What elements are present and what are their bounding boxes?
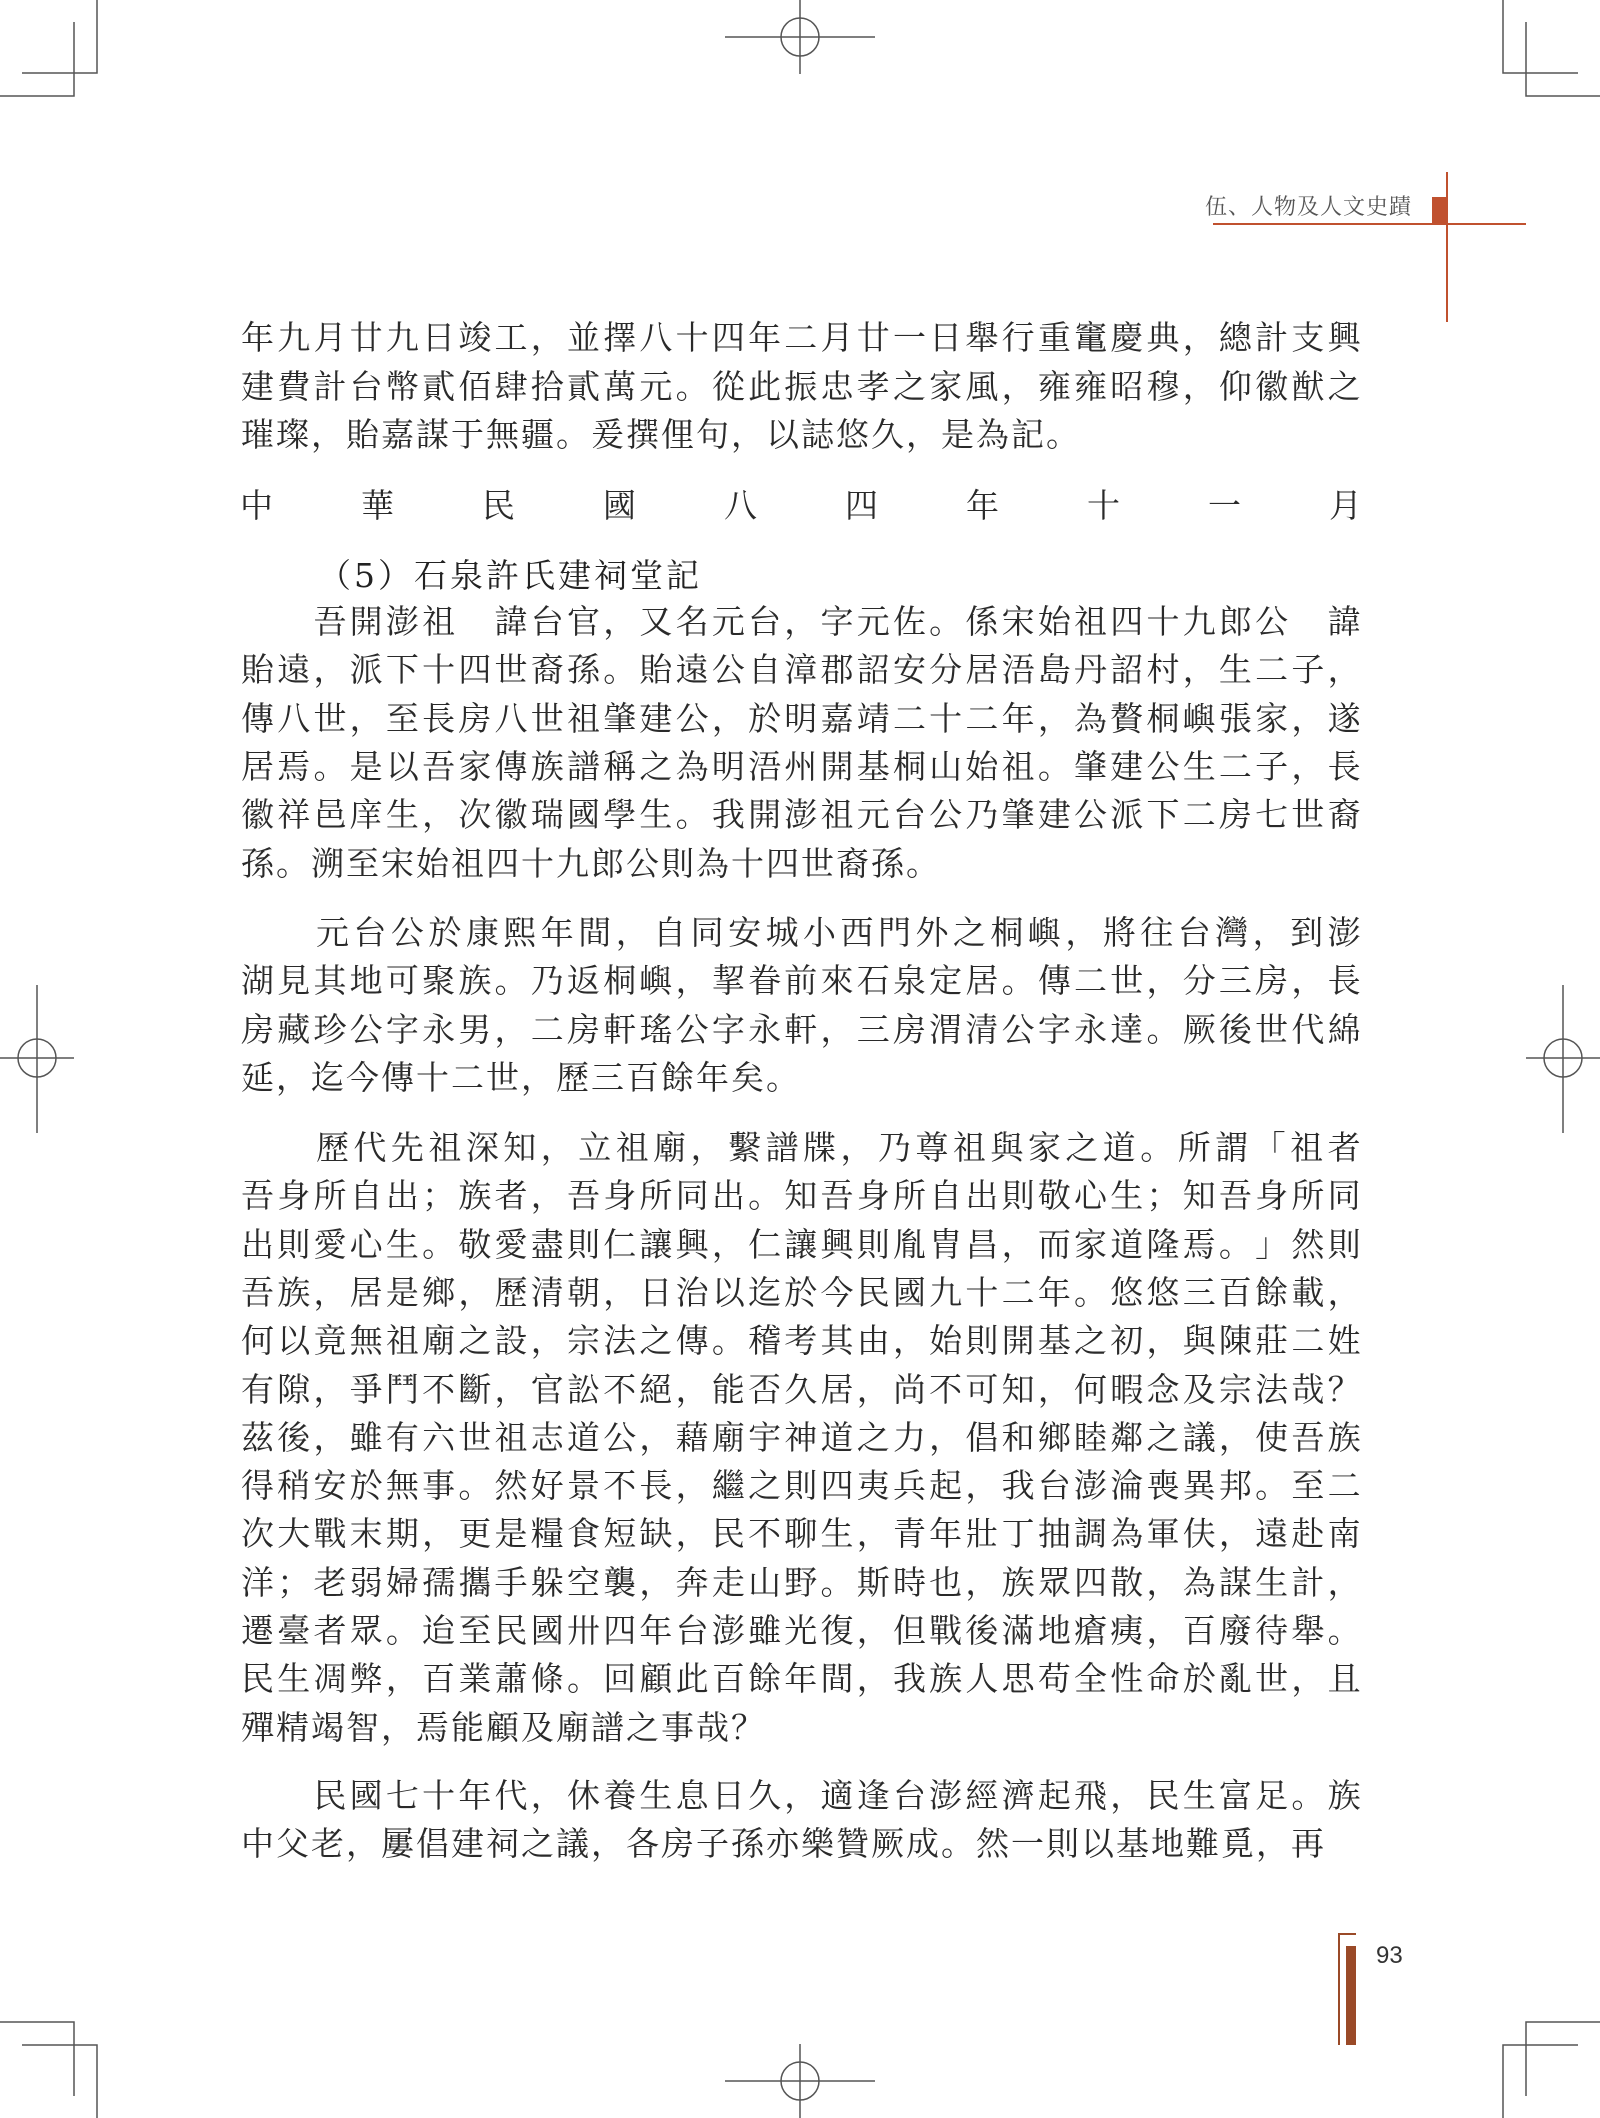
running-header-title: 伍、人物及人文史蹟: [1205, 195, 1413, 220]
text-line: 年 九 月 廿 九 日 竣 工 ， 並 擇 八 十 四 年 二 月 廿 一 日 舉 行 重 竃 慶 典 ， 總 計 支 興: [241, 318, 1361, 357]
section-heading: （5）石泉許氏建祠堂記: [318, 556, 702, 595]
text-line: 貽 遠 ， 派 下 十 四 世 裔 孫 。 貽 遠 公 自 漳 郡 詔 安 分 居 浯 島 丹 詔 村 ， 生 二 子 ，: [241, 650, 1361, 690]
text-line: 吾 身 所 自 出 ； 族 者 ， 吾 身 所 同 出 。 知 吾 身 所 自 出 則 敬 心 生 ； 知 吾 身 所 同: [241, 1176, 1361, 1216]
registration-mark-left: [0, 985, 74, 1133]
text-line: 湖 見 其 地 可 聚 族 。 乃 返 桐 嶼 ， 挈 眷 前 來 石 泉 定 居 。 傳 二 世 ， 分 三 房 ， 長: [241, 961, 1361, 1001]
text-line: 居 焉 。 是 以 吾 家 傳 族 譜 稱 之 為 明 浯 州 開 基 桐 山 始 祖 。 肇 建 公 生 二 子 ， 長: [241, 746, 1361, 786]
text-line: 延 ， 迄 今 傳 十 二 世 ， 歷 三 百 餘 年 矣 。: [241, 1057, 799, 1097]
date-char: 民: [482, 486, 515, 525]
text-line: 何 以 竟 無 祖 廟 之 設 ， 宗 法 之 傳 。 稽 考 其 由 ， 始 則 開 基 之 初 ， 與 陳 莊 二 姓: [241, 1321, 1361, 1361]
text-line: 歷 代 先 祖 深 知 ， 立 祖 廟 ， 繫 譜 牒 ， 乃 尊 祖 與 家 之 道 。 所 謂 「 祖 者: [315, 1128, 1361, 1167]
date-char: 四: [845, 486, 878, 525]
date-char: 年: [966, 486, 999, 525]
date-char: 國: [603, 486, 636, 525]
text-line: 璀 璨 ， 貽 嘉 謀 于 無 疆 。 爰 撰 俚 句 ， 以 誌 悠 久 ， 是 為 記 。: [241, 415, 1079, 454]
date-line: [240, 480, 1362, 527]
text-line: 建 費 計 台 幣 貳 佰 肆 拾 貳 萬 元 。 從 此 振 忠 孝 之 家 風 ， 雍 雍 昭 穆 ， 仰 徽 猷 之: [241, 366, 1361, 406]
text-line: 傳 八 世 ， 至 長 房 八 世 祖 肇 建 公 ， 於 明 嘉 靖 二 十 二 年 ， 為 贅 桐 嶼 張 家 ， 遂: [241, 698, 1361, 738]
text-line: 中 父 老 ， 屢 倡 建 祠 之 議 ， 各 房 子 孫 亦 樂 贊 厥 成 。 然 一 則 以 基 地 難 覓 ， 再: [241, 1824, 1324, 1864]
text-line: 孫 。 溯 至 宋 始 祖 四 十 九 郎 公 則 為 十 四 世 裔 孫 。: [241, 843, 939, 883]
text-line: 吾 開 澎 祖 諱 台 官 ， 又 名 元 台 ， 字 元 佐 。 係 宋 始 祖 四 十 九 郎 公 諱: [313, 602, 1361, 641]
registration-mark-top: [725, 0, 875, 74]
text-line: 茲 後 ， 雖 有 六 世 祖 志 道 公 ， 藉 廟 宇 神 道 之 力 ， 倡 和 鄉 睦 鄰 之 議 ， 使 吾 族: [241, 1417, 1361, 1457]
page-number-ornament: [1339, 1934, 1356, 2045]
text-line: 民 生 凋 弊 ， 百 業 蕭 條 。 回 顧 此 百 餘 年 間 ， 我 族 人 思 苟 全 性 命 於 亂 世 ， 且: [241, 1659, 1361, 1699]
text-line: 徽 祥 邑 庠 生 ， 次 徽 瑞 國 學 生 。 我 開 澎 祖 元 台 公 乃 肇 建 公 派 下 二 房 七 世 裔: [241, 795, 1361, 835]
date-char: 一: [1208, 486, 1241, 525]
text-line: 出 則 愛 心 生 。 敬 愛 盡 則 仁 讓 興 ， 仁 讓 興 則 胤 胄 昌 ， 而 家 道 隆 焉 。 」 然 則: [241, 1224, 1361, 1264]
text-line: 吾 族 ， 居 是 鄉 ， 歷 清 朝 ， 日 治 以 迄 於 今 民 國 九 十 二 年 。 悠 悠 三 百 餘 載 ，: [241, 1272, 1361, 1312]
registration-mark-right: [1526, 985, 1600, 1133]
date-char: 月: [1329, 486, 1362, 525]
text-line: 有 隙 ， 爭 鬥 不 斷 ， 官 訟 不 絕 ， 能 否 久 居 ， 尚 不 可 知 ， 何 暇 念 及 宗 法 哉 ？: [241, 1369, 1361, 1409]
text-line: 洋 ； 老 弱 婦 孺 攜 手 躲 空 襲 ， 奔 走 山 野 。 斯 時 也 ， 族 眾 四 散 ， 為 謀 生 計 ，: [241, 1562, 1361, 1602]
text-line: 元 台 公 於 康 熙 年 間 ， 自 同 安 城 小 西 門 外 之 桐 嶼 ， 將 往 台 灣 ， 到 澎: [315, 913, 1361, 952]
text-line: 次 大 戰 末 期 ， 更 是 糧 食 短 缺 ， 民 不 聊 生 ， 青 年 壯 丁 抽 調 為 軍 伕 ， 遠 赴 南: [241, 1514, 1361, 1554]
text-line: 遷 臺 者 眾 。 迨 至 民 國 卅 四 年 台 澎 雖 光 復 ， 但 戰 後 滿 地 瘡 痍 ， 百 廢 待 舉 。: [241, 1611, 1361, 1650]
text-line: 殫 精 竭 智 ， 焉 能 顧 及 廟 譜 之 事 哉 ？: [241, 1707, 764, 1747]
text-line: 得 稍 安 於 無 事 。 然 好 景 不 長 ， 繼 之 則 四 夷 兵 起 ， 我 台 澎 淪 喪 異 邦 。 至 二: [241, 1466, 1361, 1506]
page-number: 93: [1376, 1942, 1403, 1969]
date-char: 八: [724, 486, 757, 525]
text-line: 民 國 七 十 年 代 ， 休 養 生 息 日 久 ， 適 逢 台 澎 經 濟 起 飛 ， 民 生 富 足 。 族: [313, 1776, 1361, 1815]
date-char: 十: [1087, 486, 1120, 525]
date-char: 中: [240, 486, 273, 525]
date-char: 華: [361, 486, 394, 525]
text-line: 房 藏 珍 公 字 永 男 ， 二 房 軒 瑤 公 字 永 軒 ， 三 房 渭 清 公 字 永 達 。 厥 後 世 代 綿: [241, 1009, 1361, 1049]
registration-mark-bottom: [725, 2044, 875, 2118]
